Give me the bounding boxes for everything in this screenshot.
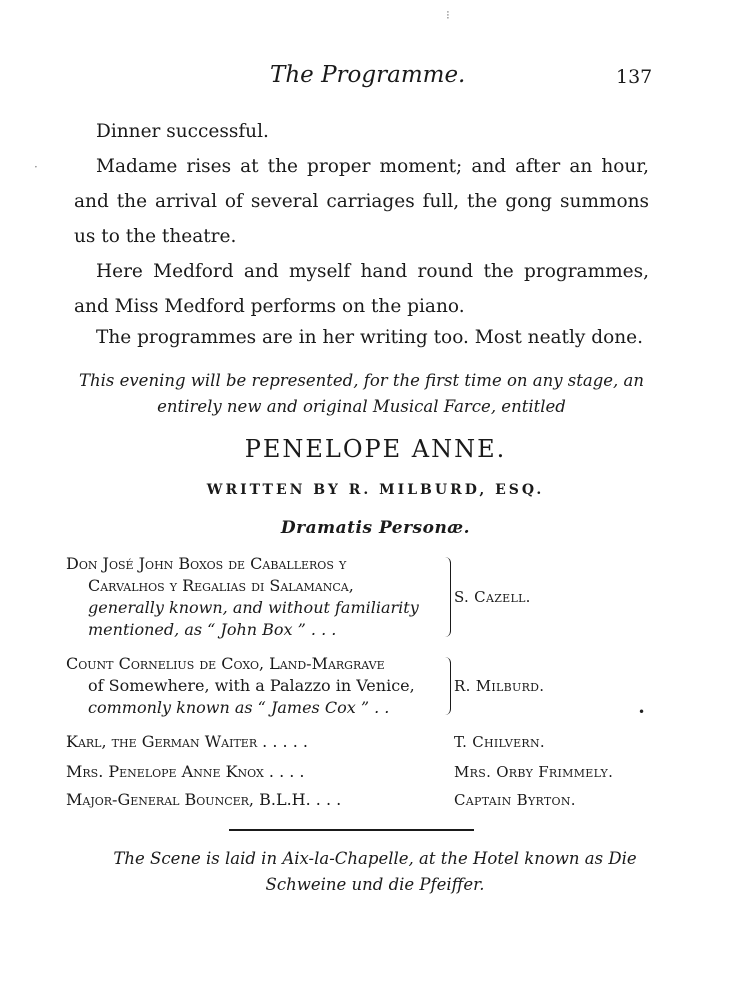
scene-note-line-1: The Scene is laid in Aix-la-Chapelle, at the Hotel known as Die xyxy=(113,849,637,868)
paragraph-programmes-handed: Here Medford and myself hand round the programmes, and Miss Medford performs on the piano. xyxy=(74,261,649,317)
cast-entry-james-cox xyxy=(66,653,666,719)
scene-note-line-2: Schweine und die Pfeiffer. xyxy=(265,875,485,894)
actor-name: S. Cazell. xyxy=(454,588,531,606)
scene-note xyxy=(60,846,690,898)
role-line: Mrs. Penelope Anne Knox . . . . xyxy=(66,762,305,781)
dramatis-personae-heading: Dramatis Personæ. xyxy=(280,518,471,538)
role-line: Karl, the German Waiter . . . . . xyxy=(66,732,308,751)
announcement-line-1: This evening will be represented, for the first time on any stage, an xyxy=(78,371,645,390)
role-line: of Somewhere, with a Palazzo in Venice, xyxy=(88,676,415,695)
print-speck: • xyxy=(638,705,646,719)
role-line: generally known, and without familiarity xyxy=(88,598,419,617)
programme-announcement xyxy=(74,368,649,420)
page-number: 137 xyxy=(616,66,653,88)
print-speck: · xyxy=(34,160,38,174)
role-line: Count Cornelius de Coxo, Land-Margrave xyxy=(66,654,385,673)
role-line: mentioned, as “ John Box ” . . . xyxy=(88,620,337,639)
cast-entry-bouncer xyxy=(66,789,666,813)
role-line: commonly known as “ James Cox ” . . xyxy=(88,698,390,717)
print-speck: ⁝ xyxy=(446,8,450,22)
play-title: PENELOPE ANNE. xyxy=(244,435,507,463)
role-line: Major-General Bouncer, B.L.H. . . . xyxy=(66,790,342,809)
paragraph-dinner: Dinner successful. xyxy=(96,121,269,142)
announcement-line-2: entirely new and original Musical Farce, entitled xyxy=(157,397,566,416)
cast-entry-karl xyxy=(66,731,666,755)
cast-entry-john-box xyxy=(66,553,666,641)
running-head xyxy=(0,62,751,92)
brace xyxy=(444,557,451,637)
actor-name: R. Milburd. xyxy=(454,677,545,695)
role-line: Carvalhos y Regalias di Salamanca, xyxy=(88,576,354,595)
brace xyxy=(444,657,451,715)
actor-name: T. Chilvern. xyxy=(454,733,545,751)
divider-rule xyxy=(229,829,474,831)
running-title: The Programme. xyxy=(270,62,466,88)
play-author: WRITTEN BY R. MILBURD, ESQ. xyxy=(206,482,545,498)
actor-name: Captain Byrton. xyxy=(454,791,576,809)
role-line: Don José John Boxos de Caballeros y xyxy=(66,554,347,573)
actor-name: Mrs. Orby Frimmely. xyxy=(454,763,614,781)
paragraph-madame-rises: Madame rises at the proper moment; and after an hour, and the arrival of several carriages full, the gong summons us to the theatre. xyxy=(74,156,649,247)
paragraph-her-writing: The programmes are in her writing too. Most neatly done. xyxy=(96,327,643,348)
cast-entry-penelope-anne-knox xyxy=(66,761,666,785)
